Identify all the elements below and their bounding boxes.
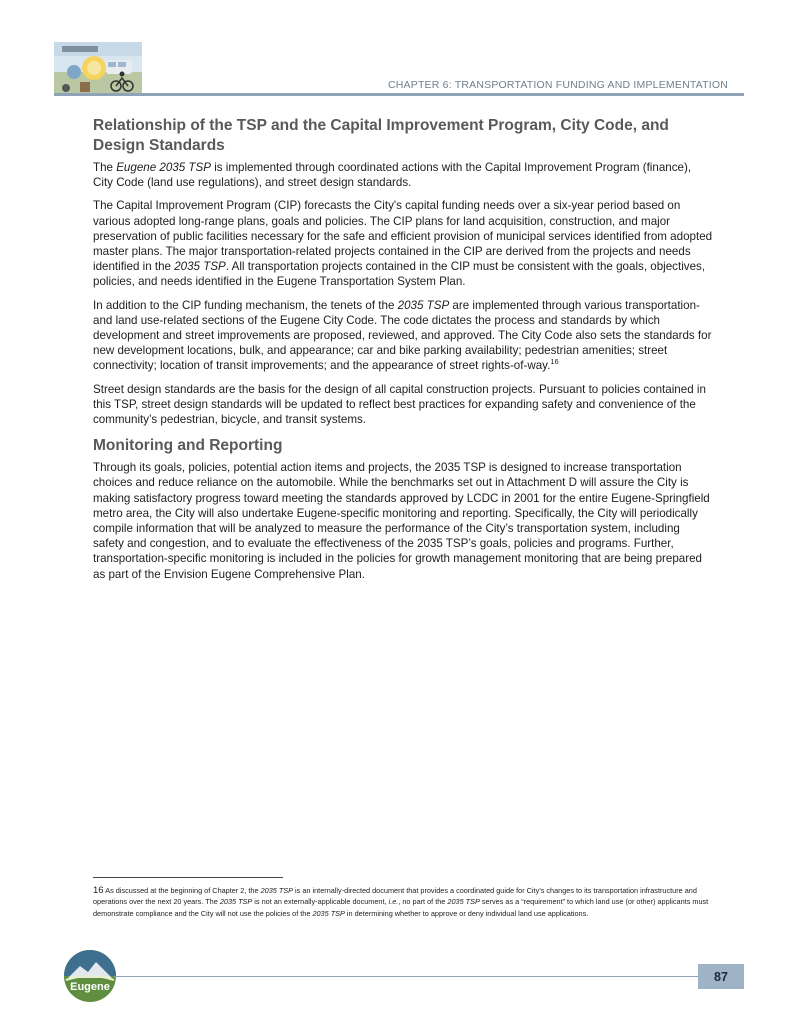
emphasis-tsp: 2035 TSP [397,298,450,312]
paragraph-cip: The Capital Improvement Program (CIP) forecasts the City's capital funding needs over a six-year period based on various adopted long-range plans, goals and policies. The CIP plans for land acquisition, construction, and major preservation of public facilities necessary for the safe and efficient provision of municipal services identified from adopted master plans. The major transportation-related projects contained in the CIP are derived from the projects and needs identified in the 2035 TSP. All transportation projects contained in the CIP must be consistent with the goals, objectives, policies, and needs identified in the Eugene Transportation System Plan. [93,199,713,289]
emphasis-tsp: 2035 TSP [174,260,226,274]
emphasis-tsp: Eugene 2035 TSP [116,161,211,174]
transportation-collage-image [54,42,142,96]
svg-text:Eugene: Eugene [70,981,110,993]
footnote-divider [93,877,283,878]
chapter-title: CHAPTER 6: TRANSPORTATION FUNDING AND IMPLEMENTATION [387,79,728,91]
paragraph-intro: The Eugene 2035 TSP is implemented through coordinated actions with the Capital Improvement Program (finance), City Code (land use regulations), and street design standards. [93,161,692,190]
paragraph-city-code: In addition to the CIP funding mechanism, the tenets of the 2035 TSP are implemented through various transportation- and land use-related sections of the Eugene City Code. The code dictates the process and standards by which development and street improvements are proposed, reviewed, and approved. The City Code also sets the standards for new development locations, bulk, and appearance; car and bike parking availability; pedestrian amenities; street connectivity; location of transit improvements; and the appearance of street rights-of-way.$^{16}$ [93,298,712,373]
footnote-reference[interactable]: 16 [550,357,559,367]
main-content [93,116,713,590]
eugene-logo [62,948,118,1004]
footnote-number: 16 [93,885,104,896]
section-heading-monitoring: Monitoring and Reporting [93,437,283,455]
page-number-badge: 87 [698,964,744,989]
paragraph-monitoring: Through its goals, policies, potential action items and projects, the 2035 TSP is designed to increase transportation choices and reduce reliance on the automobile. While the benchmarks set out in Attachment D will assure the City is making satisfactory progress toward meeting the standards approved by LCDC in 2001 for the entire Eugene-Springfield metro area, the City will also undertake Eugene-specific monitoring and reporting. Specifically, the City will periodically compile information that will be analyzed to measure the performance of the City’s transportation system, including safety and congestion, and to evaluate the effectiveness of the 2035 TSP’s goals, policies and programs. Further, transportation-specific monitoring is included in the policies for growth management monitoring that are being prepared as part of the Envision Eugene Comprehensive Plan. [93,461,710,581]
header-rule [54,93,744,96]
paragraph-design-standards: Street design standards are the basis for the design of all capital construction projects. Pursuant to policies contained in this TSP, street design standards will be updated to reflect best practices for expanding safety and convenience of the community’s pedestrian, bicycle, and transit systems. [93,382,706,427]
footer-rule [114,976,702,977]
section-heading-relationship: Relationship of the TSP and the Capital Improvement Program, City Code, and Design Standards [93,117,669,154]
footnote: 16 As discussed at the beginning of Chapter 2, the 2035 TSP is an internally-directed document that provides a coordinated guide for City’s changes to its transportation infrastructure and operations over the next 20 years. The 2035 TSP is not an externally-applicable document, i.e., no part of the 2035 TSP serves as a “requirement” to which land use (or other) applicants must demonstrate compliance and the City will not use the policies of the 2035 TSP in determining whether to approve or deny individual land use applications. [93,885,709,918]
